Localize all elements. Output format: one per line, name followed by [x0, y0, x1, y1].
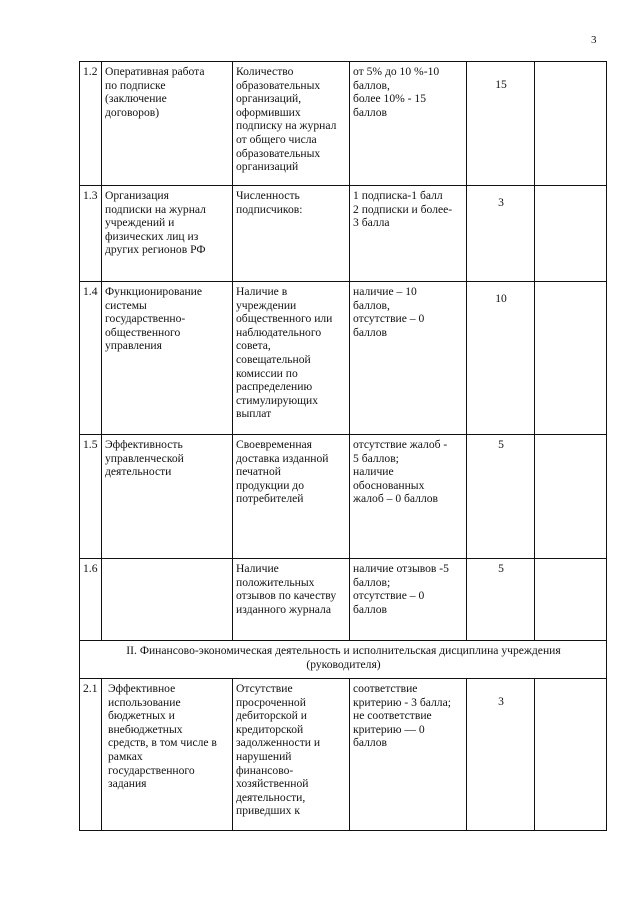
- scale-cell: 1 подписка-1 балл 2 подписки и более- 3 балла: [350, 186, 467, 282]
- table-row-1-6: [80, 559, 607, 641]
- row-number: 2.1: [80, 679, 102, 831]
- empty-cell: [535, 679, 607, 831]
- row-number: 1.5: [80, 435, 102, 559]
- table-row-1-4: [80, 282, 607, 435]
- scale-cell: наличие – 10 баллов, отсутствие – 0 баллов: [350, 282, 467, 435]
- empty-cell: [535, 62, 607, 186]
- empty-cell: [535, 186, 607, 282]
- points-cell: 15: [467, 62, 535, 186]
- criterion-cell: Количество образовательных организаций, оформивших подписку на журнал от общего числа образовательных организаций: [233, 62, 350, 186]
- criterion-cell: Численность подписчиков:: [233, 186, 350, 282]
- indicator-cell: Оперативная работа по подписке (заключение договоров): [102, 62, 233, 186]
- empty-cell: [535, 435, 607, 559]
- row-number: 1.3: [80, 186, 102, 282]
- row-number: 1.6: [80, 559, 102, 641]
- page-number: 3: [591, 34, 597, 46]
- empty-cell: [535, 559, 607, 641]
- criterion-cell: Своевременная доставка изданной печатной продукции до потребителей: [233, 435, 350, 559]
- empty-cell: [535, 282, 607, 435]
- scale-cell: от 5% до 10 %-10 баллов, более 10% - 15 баллов: [350, 62, 467, 186]
- indicator-cell: Эффективное использование бюджетных и внебюджетных средств, в том числе в рамках государственного задания: [102, 679, 233, 831]
- section-heading-row: [80, 641, 607, 679]
- indicator-cell: Эффективность управленческой деятельности: [102, 435, 233, 559]
- indicator-cell: Организация подписки на журнал учреждений и физических лиц из других регионов РФ: [102, 186, 233, 282]
- table-row-1-5: [80, 435, 607, 559]
- points-cell: 5: [467, 435, 535, 559]
- criteria-table: [79, 61, 607, 831]
- section-heading: II. Финансово-экономическая деятельность и исполнительская дисциплина учреждения (руководителя): [80, 641, 607, 679]
- points-cell: 5: [467, 559, 535, 641]
- table-row-2-1: [80, 679, 607, 831]
- scale-cell: наличие отзывов -5 баллов; отсутствие – 0 баллов: [350, 559, 467, 641]
- scale-cell: соответствие критерию - 3 балла; не соответствие критерию — 0 баллов: [350, 679, 467, 831]
- scale-cell: отсутствие жалоб - 5 баллов; наличие обоснованных жалоб – 0 баллов: [350, 435, 467, 559]
- indicator-cell: Функционирование системы государственно- общественного управления: [102, 282, 233, 435]
- table-row-1-2: [80, 62, 607, 186]
- criterion-cell: Отсутствие просроченной дебиторской и кредиторской задолженности и нарушений финансово- хозяйственной деятельности, приведших к: [233, 679, 350, 831]
- criterion-cell: Наличие положительных отзывов по качеству изданного журнала: [233, 559, 350, 641]
- criterion-cell: Наличие в учреждении общественного или наблюдательного совета, совещательной комиссии по распределению стимулирующих выплат: [233, 282, 350, 435]
- points-cell: 10: [467, 282, 535, 435]
- indicator-cell: [102, 559, 233, 641]
- row-number: 1.4: [80, 282, 102, 435]
- points-cell: 3: [467, 186, 535, 282]
- table-row-1-3: [80, 186, 607, 282]
- points-cell: 3: [467, 679, 535, 831]
- row-number: 1.2: [80, 62, 102, 186]
